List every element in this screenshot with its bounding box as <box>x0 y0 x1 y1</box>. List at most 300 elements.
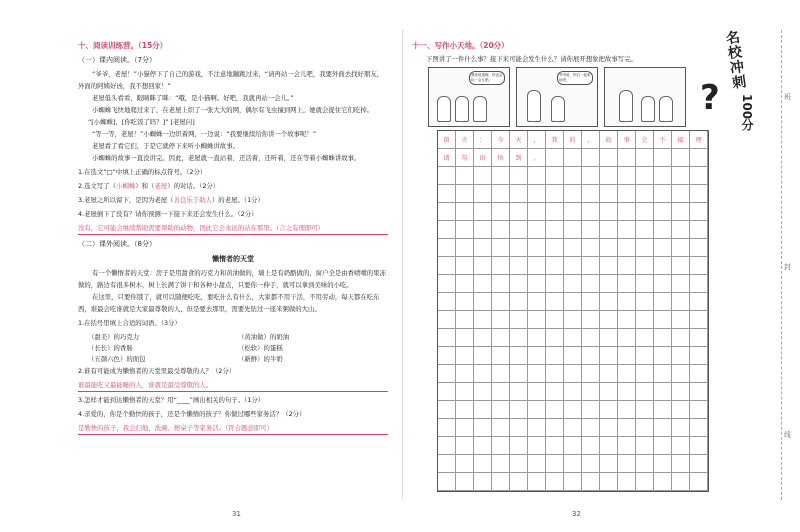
grid-cell[interactable] <box>474 311 492 329</box>
grid-cell[interactable] <box>456 401 474 419</box>
grid-cell[interactable]: 我 <box>546 131 564 149</box>
grid-cell[interactable] <box>528 329 546 347</box>
grid-cell[interactable] <box>510 365 528 383</box>
grid-cell[interactable] <box>456 365 474 383</box>
grid-cell[interactable] <box>528 383 546 401</box>
grid-cell[interactable] <box>600 275 618 293</box>
grid-cell[interactable] <box>582 203 600 221</box>
grid-cell[interactable] <box>510 419 528 437</box>
grid-cell[interactable] <box>510 455 528 473</box>
grid-cell[interactable] <box>600 383 618 401</box>
grid-cell[interactable] <box>510 293 528 311</box>
grid-cell[interactable] <box>654 419 672 437</box>
grid-cell[interactable] <box>636 383 654 401</box>
grid-cell[interactable] <box>600 185 618 203</box>
grid-cell[interactable] <box>690 455 708 473</box>
grid-cell[interactable] <box>654 185 672 203</box>
grid-cell[interactable] <box>474 383 492 401</box>
grid-cell[interactable] <box>654 293 672 311</box>
grid-cell[interactable]: 快 <box>492 149 510 167</box>
grid-cell[interactable] <box>654 275 672 293</box>
grid-cell[interactable] <box>672 455 690 473</box>
grid-cell[interactable] <box>492 401 510 419</box>
grid-cell[interactable] <box>438 167 456 185</box>
grid-cell[interactable] <box>690 185 708 203</box>
grid-cell[interactable] <box>618 275 636 293</box>
grid-cell[interactable] <box>654 473 672 491</box>
grid-cell[interactable] <box>492 293 510 311</box>
grid-cell[interactable]: 语 <box>474 149 492 167</box>
grid-cell[interactable] <box>474 329 492 347</box>
grid-cell[interactable] <box>474 239 492 257</box>
grid-cell[interactable] <box>510 221 528 239</box>
grid-cell[interactable] <box>672 437 690 455</box>
grid-cell[interactable] <box>654 167 672 185</box>
grid-cell[interactable] <box>492 311 510 329</box>
grid-cell[interactable] <box>492 437 510 455</box>
grid-cell[interactable] <box>438 455 456 473</box>
grid-cell[interactable] <box>456 437 474 455</box>
grid-cell[interactable] <box>564 275 582 293</box>
grid-cell[interactable] <box>564 185 582 203</box>
grid-cell[interactable] <box>492 167 510 185</box>
grid-cell[interactable] <box>582 239 600 257</box>
grid-cell[interactable] <box>474 365 492 383</box>
grid-cell[interactable] <box>546 185 564 203</box>
grid-cell[interactable] <box>618 365 636 383</box>
grid-cell[interactable] <box>438 329 456 347</box>
grid-cell[interactable]: 的 <box>564 131 582 149</box>
grid-cell[interactable] <box>564 419 582 437</box>
grid-cell[interactable] <box>690 401 708 419</box>
grid-cell[interactable] <box>618 473 636 491</box>
grid-cell[interactable] <box>492 185 510 203</box>
grid-cell[interactable] <box>636 167 654 185</box>
grid-cell[interactable] <box>618 383 636 401</box>
grid-cell[interactable] <box>438 383 456 401</box>
grid-cell[interactable] <box>510 257 528 275</box>
grid-cell[interactable] <box>600 293 618 311</box>
grid-cell[interactable] <box>636 149 654 167</box>
grid-cell[interactable] <box>474 473 492 491</box>
grid-cell[interactable] <box>510 383 528 401</box>
grid-cell[interactable] <box>546 347 564 365</box>
grid-cell[interactable] <box>546 221 564 239</box>
grid-cell[interactable] <box>600 311 618 329</box>
grid-cell[interactable] <box>672 185 690 203</box>
grid-cell[interactable] <box>600 401 618 419</box>
grid-cell[interactable] <box>600 167 618 185</box>
grid-cell[interactable] <box>690 311 708 329</box>
grid-cell[interactable] <box>582 221 600 239</box>
grid-cell[interactable] <box>582 149 600 167</box>
grid-cell[interactable]: 言 <box>456 131 474 149</box>
grid-cell[interactable] <box>582 473 600 491</box>
grid-cell[interactable] <box>474 221 492 239</box>
grid-cell[interactable] <box>456 293 474 311</box>
grid-cell[interactable] <box>510 329 528 347</box>
grid-cell[interactable] <box>528 455 546 473</box>
grid-cell[interactable] <box>654 455 672 473</box>
grid-cell[interactable] <box>690 275 708 293</box>
grid-cell[interactable] <box>582 275 600 293</box>
grid-cell[interactable] <box>474 257 492 275</box>
grid-cell[interactable] <box>582 185 600 203</box>
grid-cell[interactable] <box>546 401 564 419</box>
grid-cell[interactable] <box>456 257 474 275</box>
grid-cell[interactable] <box>528 473 546 491</box>
grid-cell[interactable] <box>600 419 618 437</box>
grid-cell[interactable] <box>582 311 600 329</box>
grid-cell[interactable] <box>636 329 654 347</box>
grid-cell[interactable] <box>600 437 618 455</box>
grid-cell[interactable] <box>654 203 672 221</box>
grid-cell[interactable] <box>546 329 564 347</box>
grid-cell[interactable] <box>564 203 582 221</box>
grid-cell[interactable] <box>618 203 636 221</box>
grid-cell[interactable] <box>600 329 618 347</box>
grid-cell[interactable] <box>564 473 582 491</box>
grid-cell[interactable] <box>690 419 708 437</box>
grid-cell[interactable] <box>672 365 690 383</box>
grid-cell[interactable] <box>564 347 582 365</box>
grid-cell[interactable] <box>672 275 690 293</box>
grid-cell[interactable] <box>636 419 654 437</box>
grid-cell[interactable] <box>546 257 564 275</box>
grid-cell[interactable] <box>564 329 582 347</box>
grid-cell[interactable] <box>618 167 636 185</box>
grid-cell[interactable] <box>438 293 456 311</box>
grid-cell[interactable] <box>528 185 546 203</box>
grid-cell[interactable] <box>438 347 456 365</box>
grid-cell[interactable] <box>510 437 528 455</box>
grid-cell[interactable] <box>618 221 636 239</box>
grid-cell[interactable] <box>654 257 672 275</box>
grid-cell[interactable] <box>438 437 456 455</box>
grid-cell[interactable] <box>546 383 564 401</box>
grid-cell[interactable] <box>456 329 474 347</box>
grid-cell[interactable] <box>672 239 690 257</box>
grid-cell[interactable] <box>528 257 546 275</box>
grid-cell[interactable] <box>636 293 654 311</box>
grid-cell[interactable] <box>582 257 600 275</box>
grid-cell[interactable] <box>636 239 654 257</box>
grid-cell[interactable] <box>546 455 564 473</box>
grid-cell[interactable] <box>672 149 690 167</box>
grid-cell[interactable] <box>672 329 690 347</box>
grid-cell[interactable] <box>456 221 474 239</box>
grid-cell[interactable] <box>492 239 510 257</box>
grid-cell[interactable] <box>600 365 618 383</box>
grid-cell[interactable] <box>582 365 600 383</box>
grid-cell[interactable] <box>474 419 492 437</box>
grid-cell[interactable] <box>474 437 492 455</box>
grid-cell[interactable]: 理 <box>690 131 708 149</box>
grid-cell[interactable] <box>528 221 546 239</box>
grid-cell[interactable] <box>492 257 510 275</box>
grid-cell[interactable] <box>564 167 582 185</box>
grid-cell[interactable] <box>654 311 672 329</box>
grid-cell[interactable] <box>438 221 456 239</box>
grid-cell[interactable] <box>456 383 474 401</box>
grid-cell[interactable] <box>690 437 708 455</box>
grid-cell[interactable] <box>546 203 564 221</box>
grid-cell[interactable] <box>492 347 510 365</box>
grid-cell[interactable] <box>546 149 564 167</box>
grid-cell[interactable] <box>528 401 546 419</box>
grid-cell[interactable] <box>618 401 636 419</box>
grid-cell[interactable] <box>690 149 708 167</box>
grid-cell[interactable] <box>636 257 654 275</box>
grid-cell[interactable] <box>636 311 654 329</box>
grid-cell[interactable] <box>474 455 492 473</box>
grid-cell[interactable] <box>456 185 474 203</box>
grid-cell[interactable] <box>672 419 690 437</box>
grid-cell[interactable] <box>510 203 528 221</box>
grid-cell[interactable] <box>618 347 636 365</box>
grid-cell[interactable]: 天 <box>510 131 528 149</box>
grid-cell[interactable] <box>456 239 474 257</box>
grid-cell[interactable]: ， <box>582 131 600 149</box>
grid-cell[interactable] <box>546 311 564 329</box>
grid-cell[interactable] <box>690 239 708 257</box>
grid-cell[interactable] <box>510 473 528 491</box>
grid-cell[interactable] <box>456 203 474 221</box>
grid-cell[interactable] <box>582 401 600 419</box>
grid-cell[interactable] <box>546 419 564 437</box>
grid-cell[interactable] <box>528 203 546 221</box>
grid-cell[interactable]: 事 <box>618 131 636 149</box>
grid-cell[interactable] <box>474 347 492 365</box>
grid-cell[interactable]: 故 <box>600 131 618 149</box>
grid-cell[interactable] <box>654 239 672 257</box>
grid-cell[interactable] <box>474 275 492 293</box>
grid-cell[interactable] <box>438 239 456 257</box>
grid-cell[interactable] <box>510 347 528 365</box>
grid-cell[interactable] <box>600 455 618 473</box>
grid-cell[interactable] <box>690 329 708 347</box>
grid-cell[interactable] <box>618 185 636 203</box>
grid-cell[interactable] <box>456 419 474 437</box>
grid-cell[interactable] <box>600 203 618 221</box>
grid-cell[interactable] <box>564 221 582 239</box>
grid-cell[interactable] <box>456 167 474 185</box>
grid-cell[interactable] <box>528 275 546 293</box>
grid-cell[interactable] <box>510 275 528 293</box>
grid-cell[interactable] <box>654 401 672 419</box>
grid-cell[interactable] <box>492 473 510 491</box>
grid-cell[interactable] <box>474 167 492 185</box>
grid-cell[interactable] <box>510 167 528 185</box>
grid-cell[interactable] <box>672 293 690 311</box>
grid-cell[interactable] <box>636 437 654 455</box>
grid-cell[interactable] <box>600 473 618 491</box>
grid-cell[interactable] <box>672 221 690 239</box>
grid-cell[interactable] <box>636 203 654 221</box>
grid-cell[interactable] <box>600 221 618 239</box>
grid-cell[interactable] <box>600 239 618 257</box>
grid-cell[interactable] <box>438 365 456 383</box>
grid-cell[interactable] <box>618 455 636 473</box>
grid-cell[interactable] <box>438 275 456 293</box>
grid-cell[interactable] <box>456 347 474 365</box>
grid-cell[interactable] <box>528 167 546 185</box>
grid-cell[interactable] <box>438 311 456 329</box>
grid-cell[interactable]: 句 <box>456 149 474 167</box>
grid-cell[interactable] <box>672 311 690 329</box>
grid-cell[interactable] <box>690 473 708 491</box>
grid-cell[interactable] <box>492 329 510 347</box>
grid-cell[interactable] <box>510 185 528 203</box>
grid-cell[interactable] <box>564 239 582 257</box>
grid-cell[interactable] <box>690 221 708 239</box>
grid-cell[interactable] <box>672 167 690 185</box>
composition-grid[interactable] <box>437 130 709 492</box>
grid-cell[interactable] <box>636 275 654 293</box>
grid-cell[interactable] <box>618 419 636 437</box>
grid-cell[interactable] <box>456 275 474 293</box>
grid-cell[interactable]: 留 <box>438 131 456 149</box>
grid-cell[interactable] <box>564 455 582 473</box>
grid-cell[interactable] <box>690 365 708 383</box>
grid-cell[interactable] <box>654 365 672 383</box>
grid-cell[interactable] <box>654 149 672 167</box>
grid-cell[interactable] <box>438 257 456 275</box>
grid-cell[interactable]: ， <box>528 131 546 149</box>
grid-cell[interactable]: ： <box>474 131 492 149</box>
grid-cell[interactable] <box>582 293 600 311</box>
grid-cell[interactable] <box>528 365 546 383</box>
grid-cell[interactable] <box>528 419 546 437</box>
grid-cell[interactable] <box>564 383 582 401</box>
grid-cell[interactable] <box>582 347 600 365</box>
grid-cell[interactable] <box>636 347 654 365</box>
grid-cell[interactable] <box>564 257 582 275</box>
grid-cell[interactable] <box>438 401 456 419</box>
grid-cell[interactable] <box>456 455 474 473</box>
grid-cell[interactable] <box>528 293 546 311</box>
grid-cell[interactable] <box>690 383 708 401</box>
grid-cell[interactable] <box>564 293 582 311</box>
grid-cell[interactable] <box>618 257 636 275</box>
grid-cell[interactable] <box>600 257 618 275</box>
grid-cell[interactable] <box>672 347 690 365</box>
grid-cell[interactable] <box>618 149 636 167</box>
grid-cell[interactable]: 不 <box>654 131 672 149</box>
grid-cell[interactable] <box>474 203 492 221</box>
grid-cell[interactable] <box>672 203 690 221</box>
grid-cell[interactable] <box>546 473 564 491</box>
grid-cell[interactable] <box>654 383 672 401</box>
grid-cell[interactable] <box>564 311 582 329</box>
grid-cell[interactable] <box>690 293 708 311</box>
grid-cell[interactable] <box>492 203 510 221</box>
grid-cell[interactable] <box>528 347 546 365</box>
grid-cell[interactable] <box>546 437 564 455</box>
grid-cell[interactable] <box>690 257 708 275</box>
grid-cell[interactable] <box>492 383 510 401</box>
grid-cell[interactable] <box>492 221 510 239</box>
grid-cell[interactable] <box>492 419 510 437</box>
grid-cell[interactable] <box>654 347 672 365</box>
grid-cell[interactable] <box>582 419 600 437</box>
grid-cell[interactable] <box>546 275 564 293</box>
grid-cell[interactable] <box>564 365 582 383</box>
grid-cell[interactable] <box>600 149 618 167</box>
grid-cell[interactable] <box>582 167 600 185</box>
grid-cell[interactable] <box>654 221 672 239</box>
grid-cell[interactable]: 请 <box>438 149 456 167</box>
grid-cell[interactable] <box>546 293 564 311</box>
grid-cell[interactable]: 会 <box>636 131 654 149</box>
grid-cell[interactable] <box>690 167 708 185</box>
grid-cell[interactable] <box>528 437 546 455</box>
grid-cell[interactable] <box>582 329 600 347</box>
grid-cell[interactable] <box>564 437 582 455</box>
grid-cell[interactable]: 接 <box>672 131 690 149</box>
grid-cell[interactable] <box>492 365 510 383</box>
grid-cell[interactable] <box>438 473 456 491</box>
grid-cell[interactable] <box>636 455 654 473</box>
grid-cell[interactable] <box>510 311 528 329</box>
grid-cell[interactable] <box>582 437 600 455</box>
grid-cell[interactable] <box>600 347 618 365</box>
grid-cell[interactable] <box>672 473 690 491</box>
grid-cell[interactable] <box>690 203 708 221</box>
grid-cell[interactable] <box>618 311 636 329</box>
grid-cell[interactable] <box>474 185 492 203</box>
grid-cell[interactable] <box>636 473 654 491</box>
grid-cell[interactable] <box>672 401 690 419</box>
grid-cell[interactable] <box>438 203 456 221</box>
grid-cell[interactable] <box>654 329 672 347</box>
grid-cell[interactable] <box>618 239 636 257</box>
grid-cell[interactable]: 今 <box>492 131 510 149</box>
grid-cell[interactable] <box>690 347 708 365</box>
grid-cell[interactable] <box>438 419 456 437</box>
grid-cell[interactable] <box>528 311 546 329</box>
grid-cell[interactable] <box>618 293 636 311</box>
grid-cell[interactable] <box>654 437 672 455</box>
grid-cell[interactable] <box>546 365 564 383</box>
grid-cell[interactable] <box>582 455 600 473</box>
grid-cell[interactable] <box>636 221 654 239</box>
grid-cell[interactable] <box>474 293 492 311</box>
grid-cell[interactable] <box>636 401 654 419</box>
grid-cell[interactable] <box>564 149 582 167</box>
grid-cell[interactable] <box>474 401 492 419</box>
grid-cell[interactable] <box>492 455 510 473</box>
grid-cell[interactable] <box>636 365 654 383</box>
grid-cell[interactable]: 。 <box>528 149 546 167</box>
grid-cell[interactable] <box>618 329 636 347</box>
grid-cell[interactable] <box>510 401 528 419</box>
grid-cell[interactable] <box>492 275 510 293</box>
grid-cell[interactable] <box>456 311 474 329</box>
grid-cell[interactable] <box>456 473 474 491</box>
grid-cell[interactable] <box>672 257 690 275</box>
grid-cell[interactable] <box>636 185 654 203</box>
grid-cell[interactable] <box>510 239 528 257</box>
grid-cell[interactable] <box>618 437 636 455</box>
grid-cell[interactable] <box>546 167 564 185</box>
grid-cell[interactable] <box>564 401 582 419</box>
grid-cell[interactable] <box>582 383 600 401</box>
grid-cell[interactable] <box>546 239 564 257</box>
grid-cell[interactable] <box>528 239 546 257</box>
grid-cell[interactable] <box>672 383 690 401</box>
grid-cell[interactable]: 到 <box>510 149 528 167</box>
